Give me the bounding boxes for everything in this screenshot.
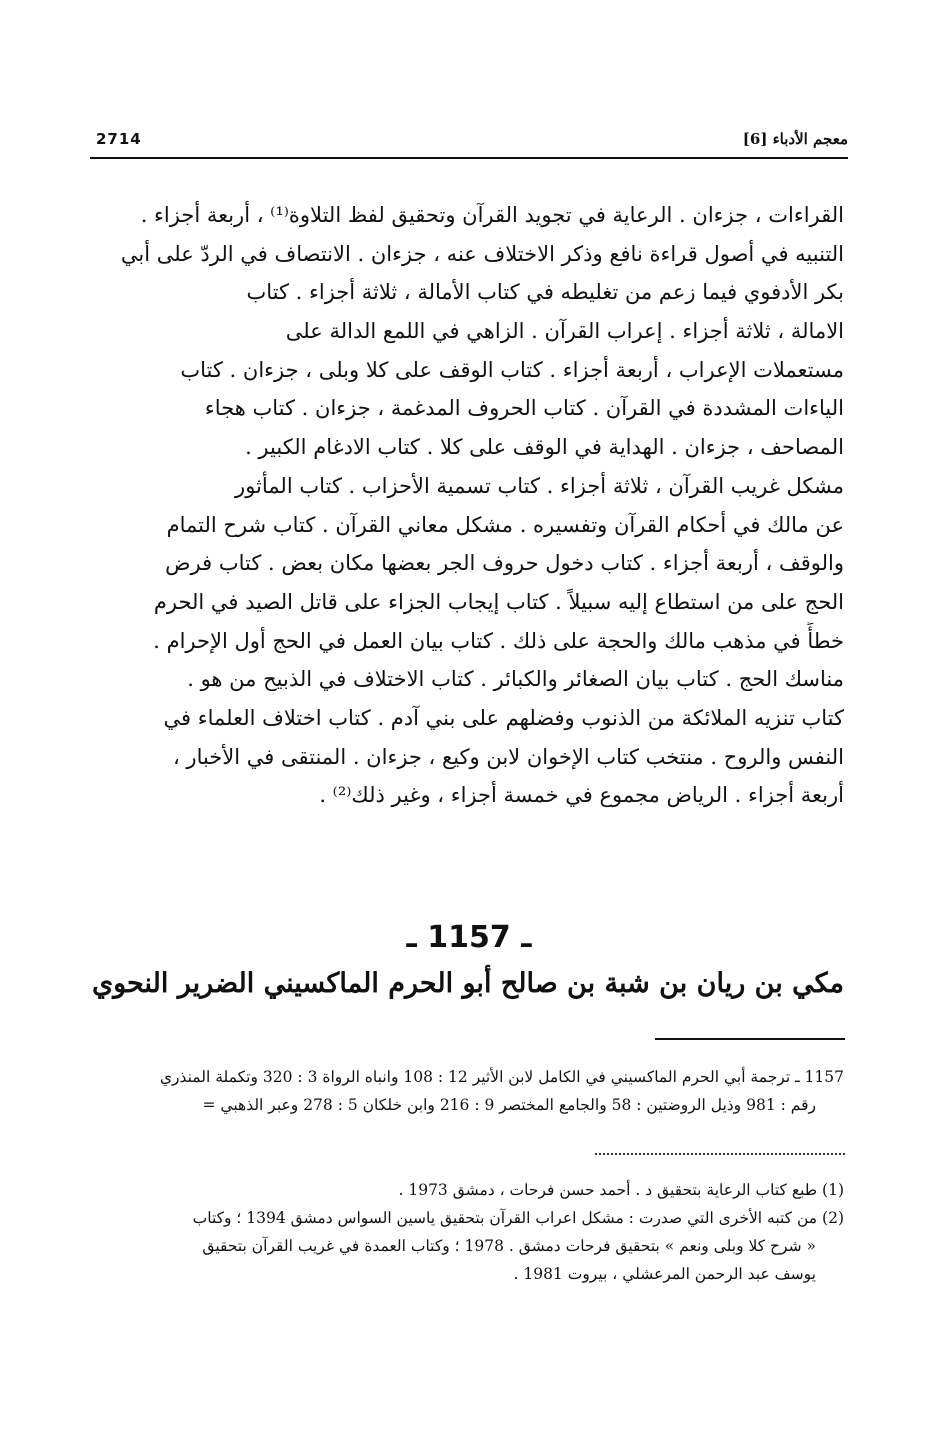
notes-separator-rule [655,1038,845,1040]
page-number: 2714 [96,130,142,148]
text-line: كتاب تنزيه الملائكة من الذنوب وفضلهم على بني آدم . كتاب اختلاف العلماء في [163,705,844,730]
biography-sources-note [96,1063,844,1119]
text-line: بكر الأدفوي فيما زعم من تغليطه في كتاب الأمالة ، ثلاثة أجزاء . كتاب [246,280,844,305]
footnote-line: يوسف عبد الرحمن المرعشلي ، بيروت 1981 . [513,1265,816,1283]
entry-title: مكي بن ريان بن شبة بن صالح أبو الحرم الماكسيني الضرير النحوي [91,968,844,999]
footnotes-dotted-rule [595,1153,845,1155]
running-header [90,128,848,154]
text-line: عن مالك في أحكام القرآن وتفسيره . مشكل معاني القرآن . كتاب شرح التمام [166,512,844,537]
text-line: التنبيه في أصول قراءة نافع وذكر الاختلاف عنه ، جزءان . الانتصاف في الردّ على أبي [120,241,844,266]
footnotes [96,1176,844,1288]
main-text [96,196,844,815]
text-line: الياءات المشددة في القرآن . كتاب الحروف المدغمة ، جزءان . كتاب هجاء [204,396,844,421]
text-line: الحج على من استطاع إليه سبيلاً . كتاب إيجاب الجزاء على قاتل الصيد في الحرم [153,589,844,614]
text-line: أربعة أجزاء . الرياض مجموع في خمسة أجزاء ، وغير ذلك⁽²⁾ . [319,783,844,808]
text-line: النفس والروح . منتخب كتاب الإخوان لابن وكيع ، جزءان . المنتقى في الأخبار ، [172,744,844,769]
note-line: 1157 ـ ترجمة أبي الحرم الماكسيني في الكامل لابن الأثير 12 : 108 وانباه الرواة 3 : 320 وتكملة المنذري [159,1068,844,1086]
footnote-line: (1) طبع كتاب الرعاية بتحقيق د . أحمد حسن فرحات ، دمشق 1973 . [398,1181,844,1199]
footnote-line: (2) من كتبه الأخرى التي صدرت : مشكل اعراب القرآن بتحقيق ياسين السواس دمشق 1394 ؛ وكتاب [192,1209,844,1227]
text-line: مستعملات الإعراب ، أربعة أجزاء . كتاب الوقف على كلا وبلى ، جزءان . كتاب [180,357,844,382]
text-line: المصاحف ، جزءان . الهداية في الوقف على كلا . كتاب الادغام الكبير . [245,435,844,460]
footnote-line: « شرح كلا وبلى ونعم » بتحقيق فرحات دمشق . 1978 ؛ وكتاب العمدة في غريب القرآن بتحقيق [202,1237,816,1255]
header-rule [90,157,848,159]
entry-number: ـ 1157 ـ [406,920,532,955]
text-line: القراءات ، جزءان . الرعاية في تجويد القرآن وتحقيق لفظ التلاوة⁽¹⁾ ، أربعة أجزاء . [140,203,844,227]
text-line: والوقف ، أربعة أجزاء . كتاب دخول حروف الجر بعضها مكان بعض . كتاب فرض [165,551,844,576]
book-title: معجم الأدباء [6] [742,130,848,148]
text-line: الامالة ، ثلاثة أجزاء . إعراب القرآن . الزاهي في اللمع الدالة على [285,319,844,344]
text-line: خطأً في مذهب مالك والحجة على ذلك . كتاب بيان العمل في الحج أول الإحرام . [153,628,844,653]
text-line: مناسك الحج . كتاب بيان الصغائر والكبائر . كتاب الاختلاف في الذبيح من هو . [187,667,844,692]
note-line: رقم : 981 وذيل الروضتين : 58 والجامع المختصر 9 : 216 وابن خلكان 5 : 278 وعبر الذهبي = [202,1096,816,1114]
text-line: مشكل غريب القرآن ، ثلاثة أجزاء . كتاب تسمية الأحزاب . كتاب المأثور [235,473,844,498]
